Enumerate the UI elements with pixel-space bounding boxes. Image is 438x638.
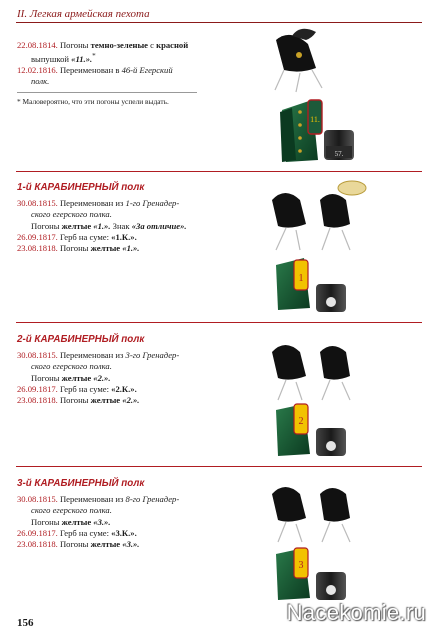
entry-date: 30.08.1815. xyxy=(17,494,58,505)
entry-bold: «3.». xyxy=(93,516,111,527)
entry-bold: «1.К.». xyxy=(111,231,137,242)
entry-text: Погоны xyxy=(31,372,62,383)
entry-bold: «3.К.». xyxy=(111,527,137,538)
entry-bold: желтые xyxy=(61,516,92,527)
entry-date: 23.08.1818. xyxy=(17,539,58,550)
strap-number: 2 xyxy=(298,416,304,427)
entry-bold: «2.». xyxy=(122,395,140,406)
entry-text: Герб на суме: xyxy=(57,231,112,242)
entry-date: 26.09.1817. xyxy=(17,383,58,394)
entry-bold: «1.». xyxy=(122,243,140,254)
entry-date: 26.09.1817. xyxy=(17,527,58,538)
entry-text: Переименован из xyxy=(57,350,126,361)
entry-text: с xyxy=(148,40,157,50)
entry-text: Погоны xyxy=(31,220,62,231)
entry-date: 12.02.1816. xyxy=(17,65,58,76)
section-title: 3-й КАРАБИНЕРНЫЙ полк xyxy=(17,478,145,489)
strap-number: 1 xyxy=(298,273,304,284)
entry-text: Погоны xyxy=(57,40,91,50)
entry-italic: 8-го Гренадер- xyxy=(125,494,180,505)
entry-text: Знак xyxy=(110,220,132,231)
section-title: 1-й КАРАБИНЕРНЫЙ полк xyxy=(17,182,145,193)
entry-italic: полк. xyxy=(31,76,50,87)
footnote: * Маловероятно, что эти погоны успели выдать. xyxy=(17,97,169,106)
entry-italic: 1-го Гренадер- xyxy=(125,198,180,209)
shako-icon xyxy=(275,29,322,92)
entry-text: Переименован в xyxy=(57,65,122,76)
entry-text: Погоны xyxy=(57,395,91,406)
entry-italic: 46-й Егерский xyxy=(121,65,173,76)
entry-date: 23.08.1818. xyxy=(17,395,58,406)
entry-text: выпушкой xyxy=(31,54,72,65)
entry-text: Переименован из xyxy=(57,198,126,209)
entry-bold: темно-зеленые xyxy=(90,40,148,50)
pouch-number: 57. xyxy=(334,150,344,158)
entry-date: 22.08.1814. xyxy=(17,40,58,50)
entry-date: 30.08.1815. xyxy=(17,198,58,209)
entry-text: Погоны xyxy=(57,539,91,550)
entry-bold: «1.». xyxy=(93,220,111,231)
entry-date: 23.08.1818. xyxy=(17,243,58,254)
entry-bold: желтые xyxy=(90,539,121,550)
entry-bold: желтые xyxy=(90,243,121,254)
entry-bold: «2.». xyxy=(93,372,111,383)
entry-bold: желтые xyxy=(90,395,121,406)
entry-italic: ского егерского полка. xyxy=(31,361,112,372)
entry-bold: «2.К.». xyxy=(111,383,137,394)
entry-italic: 3-го Гренадер- xyxy=(125,350,180,361)
entry-italic: ского егерского полка. xyxy=(31,209,112,220)
watermark: Nacekomie.ru xyxy=(286,600,426,625)
entry-italic: ского егерского полка. xyxy=(31,505,112,516)
entry-text: Герб на суме: xyxy=(57,383,112,394)
entry-text: Переименован из xyxy=(57,494,126,505)
entry-bold: «3.». xyxy=(122,539,140,550)
entry-text: Герб на суме: xyxy=(57,527,112,538)
entry-date: 26.09.1817. xyxy=(17,231,58,242)
entry-bold: «11.». xyxy=(71,54,93,65)
section-2-art xyxy=(272,345,350,456)
coat-epaulette-icon xyxy=(280,100,322,162)
section-title: 2-й КАРАБИНЕРНЫЙ полк xyxy=(17,334,145,345)
strap-number: 11. xyxy=(310,115,320,124)
entry-text: Погоны xyxy=(57,243,91,254)
entry-date: 30.08.1815. xyxy=(17,350,58,361)
section-1-art xyxy=(272,181,366,312)
entry-bold: «За отличие». xyxy=(131,220,187,231)
entry-bold: желтые xyxy=(61,372,92,383)
strap-number: 3 xyxy=(298,560,304,571)
entry-text: Погоны xyxy=(31,516,62,527)
page-number: 156 xyxy=(17,617,34,629)
entry-bold: желтые xyxy=(61,220,92,231)
footnote-mark: * xyxy=(92,52,96,61)
section-3-art xyxy=(272,487,350,600)
running-header: II. Легкая армейская пехота xyxy=(17,8,150,20)
entry-bold: красной xyxy=(156,40,189,50)
